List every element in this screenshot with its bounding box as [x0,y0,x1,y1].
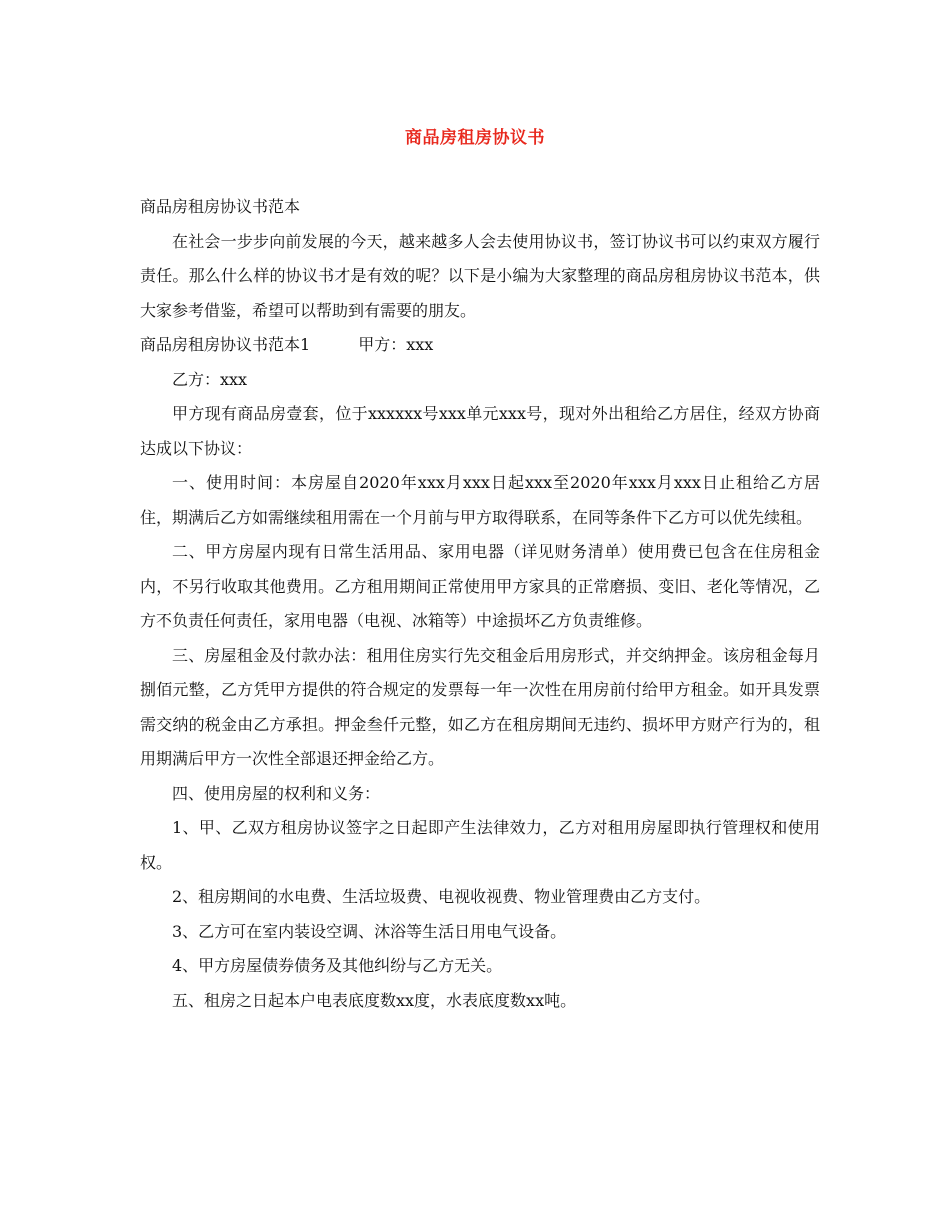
paragraph-heading: 商品房租房协议书范本 [140,197,301,216]
clause-4-item-4: 4、甲方房屋债券债务及其他纠纷与乙方无关。 [172,956,503,975]
clause-2: 二、甲方房屋内现有日常生活用品、家用电器（详见财务清单）使用费已包含在住房租金内，不另行收取其他费用。乙方租用期间正常使用甲方家具的正常磨损、变旧、老化等情况，乙方不负责任何责任，家用电器（电视、冰箱等）中途损坏乙方负责维修。 [140,542,820,630]
document-body [140,190,820,1018]
party-b: 乙方：xxx [172,369,248,389]
clause-4-item-3: 3、乙方可在室内装设空调、沐浴等生活日用电气设备。 [172,921,567,941]
clause-4-item-2: 2、租房期间的水电费、生活垃圾费、电视收视费、物业管理费由乙方支付。 [172,887,711,906]
document-title: 商品房租房协议书 [405,128,545,148]
clause-4: 四、使用房屋的权利和义务： [172,783,381,803]
paragraph-intro: 在社会一步步向前发展的今天，越来越多人会去使用协议书，签订协议书可以约束双方履行责任。那么什么样的协议书才是有效的呢？以下是小编为大家整理的商品房租房协议书范本，供大家参考借鉴，希望可以帮助到有需要的朋友。 [140,231,820,320]
paragraph-sample-heading [140,328,820,363]
clause-1: 一、使用时间：本房屋自2020年xxx月xxx日起xxx至2020年xxx月xxx日止租给乙方居住，期满后乙方如需继续租用需在一个月前与甲方取得联系，在同等条件下乙方可以优先续租。 [140,473,820,527]
party-a: 甲方：xxx [358,335,434,354]
clause-4-item-1: 1、甲、乙双方租房协议签字之日起即产生法律效力，乙方对租用房屋即执行管理权和使用权。 [140,818,820,872]
paragraph-property: 甲方现有商品房壹套，位于xxxxxx号xxx单元xxx号，现对外出租给乙方居住，经双方协商达成以下协议： [140,404,820,458]
clause-5: 五、租房之日起本户电表底度数xx度，水表底度数xx吨。 [172,990,577,1010]
clause-3: 三、房屋租金及付款办法：租用住房实行先交租金后用房形式，并交纳押金。该房租金每月捌佰元整，乙方凭甲方提供的符合规定的发票每一年一次性在用房前付给甲方租金。如开具发票需交纳的税金由乙方承担。押金叁仟元整，如乙方在租房期间无违约、损坏甲方财产行为的，租用期满后甲方一次性全部退还押金给乙方。 [140,645,820,768]
sample-label: 商品房租房协议书范本1 [140,335,311,354]
